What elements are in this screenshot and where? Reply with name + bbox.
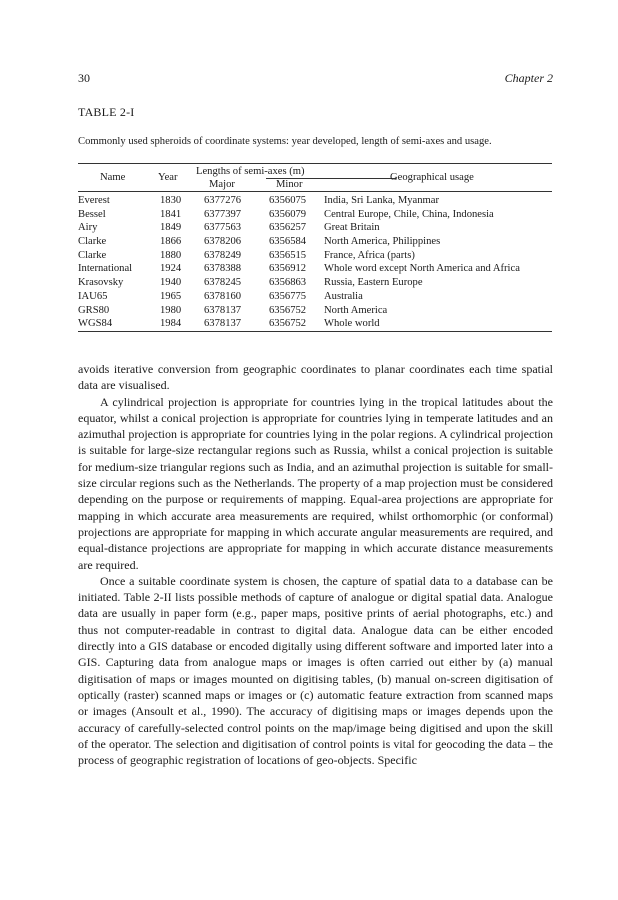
cell-usage: Central Europe, Chile, China, Indonesia	[324, 208, 494, 220]
header-usage: Geographical usage	[390, 172, 474, 183]
table-label: TABLE 2-I	[78, 105, 135, 119]
cell-major: 6378137	[204, 304, 242, 316]
cell-minor: 6356863	[269, 277, 307, 289]
cell-minor: 6356752	[269, 304, 307, 316]
cell-usage: Russia, Eastern Europe	[324, 277, 423, 289]
body-text	[78, 361, 553, 768]
cell-major: 6378245	[204, 277, 242, 289]
page-number: 30	[78, 71, 90, 85]
table-top-rule	[78, 163, 552, 164]
cell-year: 1924	[160, 263, 182, 275]
paragraph: Once a suitable coordinate system is chosen, the capture of spatial data to a database can be initiated. Table 2-II lists possible methods of capture of analogue or digital spatial data. Analogue data are usually in paper form (e.g., paper maps, positive prints of aerial photographs, etc.) and thus not computer-readable in contrast to digital data. Analogue data can be either encoded directly into a GIS database or encoded digitally using different software and imported later into a GIS. Capturing data from analogue maps or images is often carried out either by (a) manual digitisation of maps or images mounted on digitising tables, (b) manual on-screen digitisation of optically (raster) scanned maps or images or (c) automatic feature extraction from scanned maps or images (Ansoult et al., 1990). The accuracy of digitising maps or images depends upon the accuracy of carefully-selected control points on the map/image being digitised and upon the skill of the operator. The selection and digitisation of control points is vital for geocoding the data – the process of geographic registration of locations of geo-objects. Specific	[78, 573, 553, 768]
table-row	[78, 290, 553, 304]
cell-name: Airy	[78, 222, 98, 234]
cell-year: 1866	[160, 236, 182, 248]
cell-year: 1980	[160, 304, 182, 316]
table-caption: Commonly used spheroids of coordinate systems: year developed, length of semi-axes and usage.	[78, 136, 492, 147]
cell-major: 6378388	[204, 263, 242, 275]
cell-year: 1841	[160, 208, 182, 220]
table-bottom-rule	[78, 331, 552, 332]
cell-usage: Whole world	[324, 318, 380, 330]
cell-name: Everest	[78, 195, 110, 206]
cell-name: International	[78, 263, 133, 275]
cell-minor: 6356515	[269, 249, 307, 261]
cell-name: Clarke	[78, 236, 107, 248]
table-row	[78, 317, 553, 331]
cell-major: 6378206	[204, 236, 242, 248]
cell-year: 1880	[160, 249, 182, 261]
cell-name: Clarke	[78, 249, 107, 261]
cell-minor: 6356257	[269, 222, 307, 234]
header-minor: Minor	[276, 179, 303, 190]
running-header	[78, 71, 553, 87]
cell-year: 1940	[160, 277, 182, 289]
header-name: Name	[100, 172, 126, 183]
table-row	[78, 249, 553, 263]
cell-name: GRS80	[78, 304, 110, 316]
cell-name: Bessel	[78, 208, 106, 220]
table-row	[78, 276, 553, 290]
cell-usage: Australia	[324, 290, 363, 302]
cell-minor: 6356584	[269, 236, 307, 248]
cell-minor: 6356752	[269, 318, 307, 330]
table-header-rule	[78, 191, 552, 192]
book-page	[78, 0, 553, 900]
cell-year: 1965	[160, 290, 182, 302]
table-row	[78, 235, 553, 249]
cell-year: 1984	[160, 318, 182, 330]
cell-year: 1849	[160, 222, 182, 234]
cell-minor: 6356912	[269, 263, 307, 275]
header-major: Major	[209, 179, 235, 190]
cell-usage: France, Africa (parts)	[324, 249, 415, 261]
table-row	[78, 304, 553, 318]
cell-major: 6377276	[204, 195, 242, 206]
cell-minor: 6356775	[269, 290, 307, 302]
cell-usage: North America	[324, 304, 388, 316]
cell-usage: India, Sri Lanka, Myanmar	[324, 195, 440, 206]
cell-usage: Great Britain	[324, 222, 380, 234]
header-lengths: Lengths of semi-axes (m)	[196, 166, 305, 177]
cell-usage: Whole word except North America and Africa	[324, 263, 520, 275]
table-row	[78, 208, 553, 222]
cell-major: 6378160	[204, 290, 242, 302]
table-row	[78, 194, 553, 208]
table-row	[78, 262, 553, 276]
cell-name: WGS84	[78, 318, 113, 330]
cell-name: IAU65	[78, 290, 108, 302]
chapter-title: Chapter 2	[504, 71, 553, 85]
cell-minor: 6356075	[269, 195, 307, 206]
cell-major: 6378249	[204, 249, 242, 261]
cell-major: 6378137	[204, 318, 242, 330]
cell-minor: 6356079	[269, 208, 307, 220]
cell-major: 6377397	[204, 208, 242, 220]
cell-name: Krasovsky	[78, 277, 124, 289]
cell-usage: North America, Philippines	[324, 236, 441, 248]
table-row	[78, 221, 553, 235]
paragraph: avoids iterative conversion from geographic coordinates to planar coordinates each time spatial data are visualised.	[78, 362, 553, 393]
cell-year: 1830	[160, 195, 182, 206]
cell-major: 6377563	[204, 222, 242, 234]
header-year: Year	[158, 172, 178, 183]
paragraph: A cylindrical projection is appropriate for countries lying in the tropical latitudes about the equator, whilst a conical projection is appropriate for countries lying in temperate latitudes and an azimuthal projection is appropriate for countries lying in the polar regions. A cylindrical projection is suitable for large-size rectangular regions such as Russia, whilst a conical projection is suitable for medium-size triangular regions such as India, and an azimuthal projection is suitable for small-size circular regions such as the Netherlands. The property of a map projection must be considered depending on the purpose or requirements of mapping. Equal-area projections are appropriate for mapping in which accurate area measurements are required, whilst orthomorphic (or conformal) projections are appropriate for mapping in which accurate angular measurements are required, and equal-distance projections are appropriate for mapping in which accurate distance measurements are required.	[78, 394, 553, 572]
table-body	[78, 194, 553, 331]
